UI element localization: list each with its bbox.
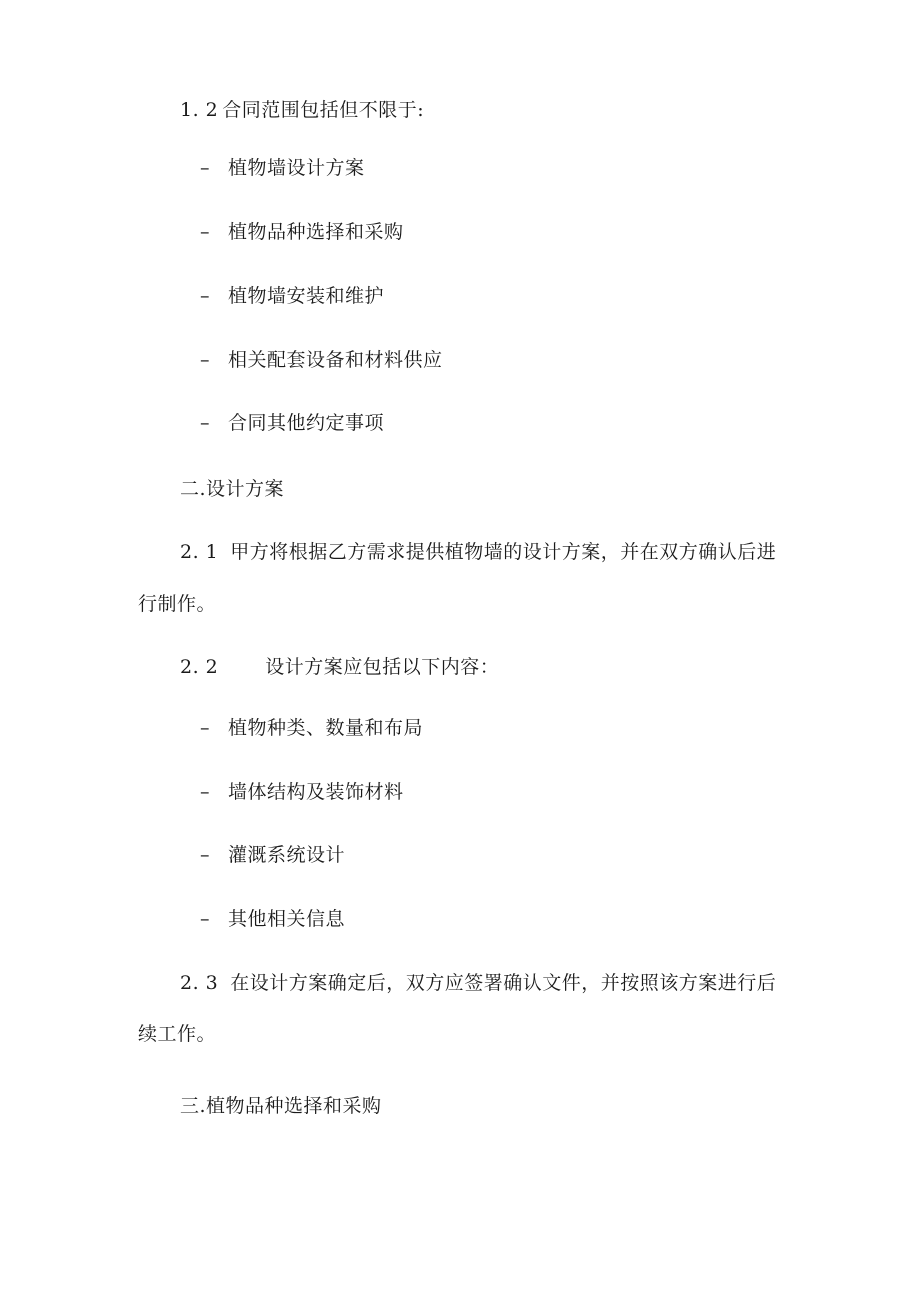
section-number: 2. 1 — [180, 541, 219, 563]
list-dash: – — [200, 285, 210, 307]
list-dash: – — [200, 349, 210, 371]
section-2-1-line2: 行制作。 — [138, 593, 217, 615]
list-item-text: 灌溉系统设计 — [228, 844, 346, 866]
section-number: 2. 3 — [180, 972, 219, 994]
section-3-title: 三.植物品种选择和采购 — [180, 1095, 382, 1117]
section-number: 2. 2 — [180, 656, 219, 678]
list-item — [200, 220, 404, 244]
list-item — [200, 716, 423, 740]
section-text: 合同范围包括但不限于: — [222, 99, 425, 121]
section-text: 设计方案应包括以下内容： — [265, 656, 500, 678]
list-dash: – — [200, 412, 210, 434]
list-item-text: 植物墙安装和维护 — [228, 285, 385, 307]
section-text: 甲方将根据乙方需求提供植物墙的设计方案，并在双方确认后进 — [230, 541, 777, 563]
list-item — [200, 780, 404, 804]
section-2-2-heading — [180, 655, 499, 679]
list-dash: – — [200, 781, 210, 803]
list-dash: – — [200, 908, 210, 930]
list-dash: – — [200, 844, 210, 866]
list-item — [200, 284, 384, 308]
list-item — [200, 348, 443, 372]
list-item — [200, 843, 345, 867]
list-item-text: 植物墙设计方案 — [228, 157, 365, 179]
list-item-text: 合同其他约定事项 — [228, 412, 385, 434]
list-item — [200, 907, 345, 931]
section-number: 1. 2 — [180, 99, 219, 121]
list-item-text: 植物种类、数量和布局 — [228, 717, 424, 739]
list-item-text: 相关配套设备和材料供应 — [228, 349, 443, 371]
list-dash: – — [200, 221, 210, 243]
list-item-text: 植物品种选择和采购 — [228, 221, 404, 243]
list-item-text: 其他相关信息 — [228, 908, 346, 930]
list-item — [200, 156, 365, 180]
section-2-3-line1 — [180, 971, 776, 995]
list-item-text: 墙体结构及装饰材料 — [228, 781, 404, 803]
section-2-3-line2: 续工作。 — [138, 1023, 217, 1045]
list-dash: – — [200, 717, 210, 739]
section-1-2-heading — [180, 98, 424, 122]
section-2-title: 二.设计方案 — [180, 478, 285, 500]
list-item — [200, 411, 384, 435]
list-dash: – — [200, 157, 210, 179]
section-2-1-line1 — [180, 540, 776, 564]
section-text: 在设计方案确定后，双方应签署确认文件，并按照该方案进行后 — [230, 972, 777, 994]
